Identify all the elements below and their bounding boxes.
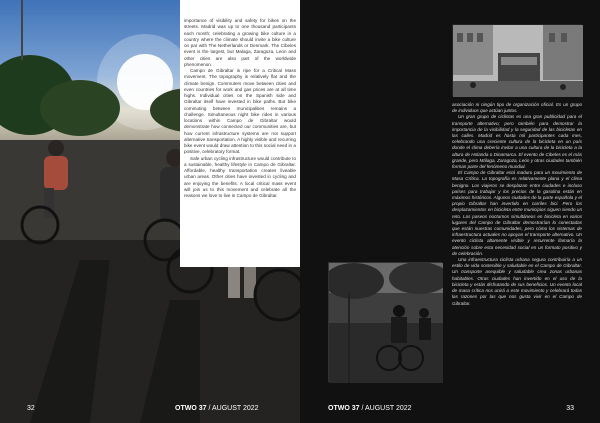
page-number: 32: [27, 405, 35, 412]
magazine-footer: OTWO 37 / AUGUST 2022: [175, 405, 259, 412]
left-article-text: [184, 18, 296, 199]
left-paragraph: Campo de Gibraltar is ripe for a Critical Mass movement. The topography is relatively flat and the climate benign. Commuters move between cities and even countries for work and gas prices are at all time highs. Individual cities on the Spanish side and Gibraltar itself have invested in bike paths. But bike commuting between municipalities remains a challenge. Simultaneous night bike rides in various locations within Campo de Gibraltar would demonstrate how connected our communities are, but how current infrastructure systems are not support alternative transportation. A highly visible and recurring bike event would draw attention to this social need in a positive, celebratory format.: [184, 68, 296, 155]
right-article-text: [452, 102, 582, 307]
right-paragraph: Un gran grupo de ciclistas es una gran publicidad para el transporte alternativo; pero también para demostrar la importancia de la visibilidad y la seguridad de las bicicletas en las calles. Madrid es hasta mil participantes cada mes, celebrando una creciente cultura de la bicicleta en un país donde el clima debería invitar a una cultura de la bicicleta a la altura de Holanda o Dinamarca. El evento de Cibeles es el más grande, pero Málaga, Zaragoza, León y otras ciudades también forman parte del fenómeno mundial.: [452, 114, 582, 170]
right-paragraph: El Campo de Gibraltar está maduro para un movimiento de Masa Crítica. La topografía es relativamente plana y el clima benigno. Los viajeros se desplazan entre ciudades e incluso países para trabajar y los precios de la gasolina están en máximos históricos. Algunos ciudades de la parte española y el propio Gibraltar han invertido en carriles bici. Pero los desplazamientos en bicicleta entre municipios siguen siendo un reto. Los paseos nocturnos simultáneos en bicicleta en varios lugares del Campo de Gibraltar demostrarían lo conectadas que están nuestras comunidades, pero cómo los sistemas de infraestructura actuales no apoyan el transporte alternativo. Un evento ciclista altamente visible y recurrente llamaría la atención sobre esta necesidad social en un formato positivo y de celebración.: [452, 170, 582, 256]
magazine-footer: OTWO 37 / AUGUST 2022: [328, 405, 412, 412]
right-paragraph: Una infraestructura ciclista urbana segura contribuiría a un estilo de vida sostenible y saludable en el Campo de Gibraltar. Un transporte asequible y saludable crea zonas urbanas habitables. Otras ciudades han invertido en el uso de la bicicleta y están disfrutando de sus beneficios. Un evento local de masa crítica nos unirá a este movimiento y celebrará todas las razones por las que nos gusta vivir en el Campo de Gibraltar.: [452, 257, 582, 306]
right-page: [300, 0, 600, 423]
night-cyclists-photo: [328, 262, 442, 382]
page-number: 33: [566, 405, 574, 412]
left-footer: [0, 403, 300, 415]
right-paragraph: asociación ni ningún tipo de organización oficial. Es un grupo de individuos que actúan juntos.: [452, 102, 582, 114]
street-photo: [452, 24, 582, 96]
left-paragraph: Safe urban cycling infrastructure would contribute to a sustainable, healthy lifestyle in Campo de Gibraltar. Affordable, healthy transportation creates liveable urban areas. Other cities have invested in cycling and are enjoying the benefits. A local critical mass event will join us to this movement and celebrate all the reasons we love to live in Campo de Gibraltar.: [184, 155, 296, 198]
right-footer: [300, 403, 600, 415]
left-paragraph: importance of visibility and safety for bikes on the streets. Madrid was up to one thousand participants each month; celebrating a growing bike culture in a country where the climate should invite a bike culture on par with The Netherlands or Denmark. The Cibeles event is the largest, but Malaga, Zaragoza, Leon and other cities are also part of the worldwide phenomenon.: [184, 18, 296, 67]
night-illustration: [329, 263, 443, 383]
street-illustration: [453, 25, 583, 97]
